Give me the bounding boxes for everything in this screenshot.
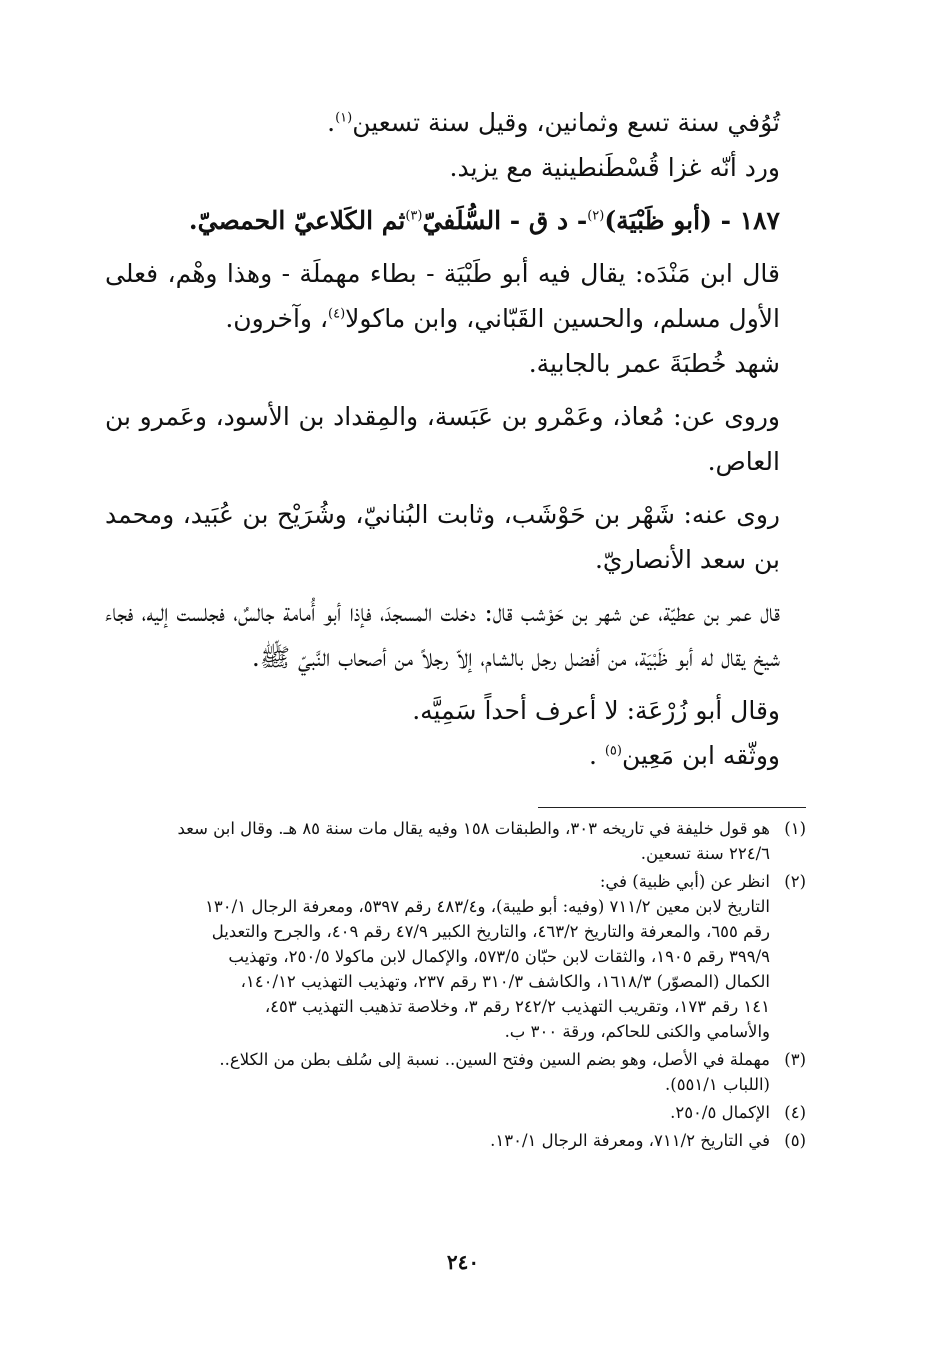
- footnote-line: والأسامي والكنى للحاكم، ورقة ٣٠٠ ب.: [504, 1022, 770, 1041]
- footnote-line: مهملة في الأصل، وهو بضم السين وفتح السين.. نسبة إلى سُلف بطن من الكلاع..: [219, 1050, 770, 1069]
- text-line: .: [588, 741, 605, 770]
- text-line: شهد خُطبَةَ عمر بالجابية.: [528, 349, 780, 378]
- footnote-number: (١): [784, 819, 806, 838]
- footnote-line: هو قول خليفة في تاريخه ٣٠٣، والطبقات ١٥٨ وفيه يقال مات سنة ٨٥ هـ. وقال ابن سعد: [177, 819, 770, 838]
- text-line: قال ابن مَنْدَه: يقال فيه أبو طَبْيَة - بطاء مهملَة - وهذا وهْم، فعلى الأول مسلم، والحسين القَبّاني، وابن ماكولا: [105, 259, 780, 333]
- entry-title: ١٨٧ - (أبو ظَبْيَة): [604, 206, 780, 235]
- footnote-number: (٥): [784, 1131, 806, 1150]
- text-line: ورد أنّه غزا قُسْطَنطينية مع يزيد.: [449, 153, 780, 182]
- footnote-line: (اللباب ٥٥١/١).: [665, 1075, 770, 1094]
- footnote-line: رقم ٦٥٥، والمعرفة والتاريخ ٤٦٣/٢، والتاريخ الكبير ٤٧/٩ رقم ٤٠٩، والجرح والتعديل: [211, 922, 770, 941]
- footnote: [105, 1100, 806, 1125]
- footnote: [105, 1128, 806, 1153]
- text-paragraph: [105, 688, 806, 733]
- entry-title-part: ثم الكَلاعيّ الحمصيّ.: [188, 206, 406, 235]
- footnote-line: ٢٢٤/٦ سنة تسعين.: [640, 844, 770, 863]
- footnote-line: الكمال (المصوّر) ١٦١٨/٣، والكاشف ٣١٠/٣ رقم ٢٣٧، وتهذيب التهذيب ١٤٠/١٢،: [240, 972, 770, 991]
- footnote-ref: (٣): [405, 208, 423, 224]
- footnote-separator: [538, 807, 806, 808]
- footnote: [105, 816, 806, 866]
- footnote-ref: (٢): [587, 208, 605, 224]
- entry-heading: [105, 198, 806, 243]
- footnote-text: [105, 816, 770, 866]
- text-line: وروى عن: مُعاذ، وعَمْرو بن عَبَسة، والمِقداد بن الأسود، وعَمرو بن العاص.: [105, 402, 780, 476]
- footnote-line: التاريخ لابن معين ٧١١/٢ (وفيه: أبو طيبة)، و٤٨٣/٤ رقم ٥٣٩٧، ومعرفة الرجال ١٣٠/١: [205, 897, 770, 916]
- footnote-line: ٣٩٩/٩ رقم ١٩٠٥، والثقات لابن حبّان ٥٧٣/٥، والإكمال لابن ماكولا ٢٥٠/٥، وتهذيب: [228, 947, 770, 966]
- footnote-line: الإكمال ٢٥٠/٥.: [670, 1103, 770, 1122]
- footnote-line: ١٤١ رقم ١٧٣، وتقريب التهذيب ٢٤٢/٢ رقم ٣، وخلاصة تذهيب التهذيب ٤٥٣،: [264, 997, 770, 1016]
- footnote-text: [105, 1128, 770, 1153]
- footnote-ref: (٥): [604, 743, 622, 759]
- main-text: [105, 100, 806, 778]
- page-number: ٢٤٠: [446, 1250, 480, 1274]
- footnote-ref: (١): [335, 110, 353, 126]
- footnote-text: [105, 1047, 770, 1097]
- text-paragraph: [105, 251, 806, 341]
- text-paragraph: [105, 145, 806, 190]
- entry-title-part: - د ق - السُّلَفيّ: [422, 206, 588, 235]
- text-paragraph: [105, 590, 806, 680]
- text-line: وقال أبو زُرْعَة: لا أعرف أحداً سَمِيَّه.: [412, 696, 780, 725]
- text-paragraph: [105, 341, 806, 386]
- text-line: روى عنه: شَهْر بن حَوْشَب، وثابت البُنانيّ، وشُرَيْح بن عُبَيد، ومحمد بن سعد الأنصاريّ.: [105, 500, 780, 574]
- text-line: تُوُفي سنة تسع وثمانين، وقيل سنة تسعين: [352, 108, 780, 137]
- text-paragraph: تُوُفي سنة تسع وثمانين، وقيل سنة تسعين$^{(١)}$.: [327, 108, 780, 137]
- text-paragraph: [105, 492, 806, 582]
- footnote-number: (٣): [784, 1050, 806, 1069]
- footnote-ref: (٤): [328, 306, 346, 322]
- footnote-number: (٤): [784, 1103, 806, 1122]
- footnote-line: في التاريخ ٧١١/٢، ومعرفة الرجال ١٣٠/١.: [490, 1131, 770, 1150]
- footnote: [105, 1047, 806, 1097]
- footnote-text: [105, 869, 770, 1044]
- text-paragraph: [105, 394, 806, 484]
- footnote-line: انظر عن (أبي ظبية) في:: [599, 872, 770, 891]
- text-paragraph: [105, 733, 806, 778]
- text-line: ، وآخرون.: [225, 304, 329, 333]
- text-line: ووثّقه ابن مَعِين: [621, 741, 780, 770]
- text-line: قال عمر بن عطيّة، عن شهر بن حَوْشب قال: دخلت المسجدَ، فإذا أبو أُمامة جالسٌ، فجلست إليه، فجاء شيخ يقال له أبو ظَبْيَة، من أفضل رجل بالشام، إلاّ رجلاً من أصحاب النَّبيّ ﷺ.: [105, 598, 780, 672]
- footnote: [105, 869, 806, 1044]
- footnote-number: (٢): [784, 872, 806, 891]
- footnotes: [105, 816, 806, 1156]
- footnote-text: [105, 1100, 770, 1125]
